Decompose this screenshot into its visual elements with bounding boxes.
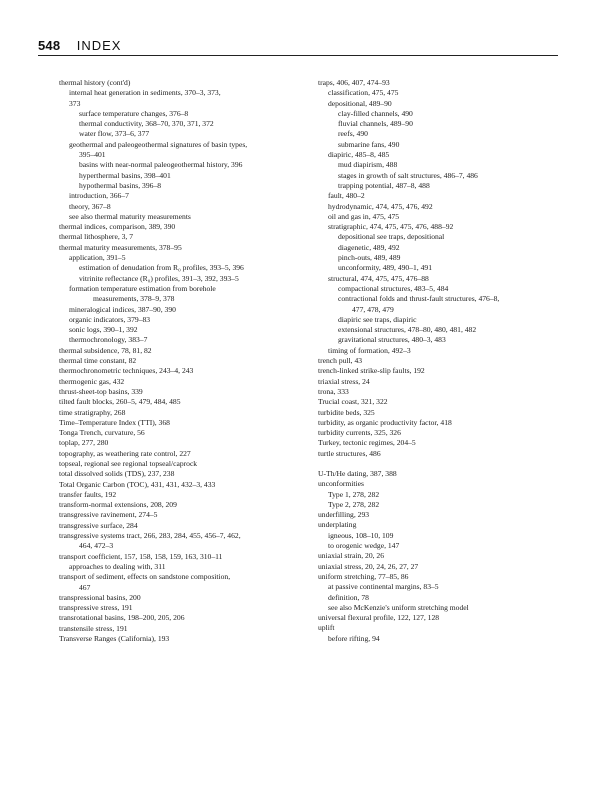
index-entry: transgressive systems tract, 266, 283, 284, 455, 456–7, 462,: [59, 531, 241, 541]
page-title: INDEX: [76, 38, 122, 53]
index-entry: thermochronometric techniques, 243–4, 243: [59, 366, 194, 376]
index-entry: formation temperature estimation from borehole: [69, 283, 216, 293]
index-entry: Type 1, 278, 282: [328, 489, 380, 499]
index-entry: depositional see traps, depositional: [338, 232, 445, 242]
index-entry: traps, 406, 407, 474–93: [318, 78, 390, 87]
index-entry: organic indicators, 379–83: [69, 314, 151, 324]
index-entry: transform-normal extensions, 208, 209: [59, 500, 177, 510]
index-entry: turbidity currents, 325, 326: [318, 428, 401, 438]
index-entry: transport coefficient, 157, 158, 158, 159, 163, 310–11: [59, 551, 223, 561]
page-number: 548: [38, 38, 61, 53]
index-entry: trona, 333: [318, 386, 349, 396]
index-entry: pinch-outs, 489, 489: [338, 253, 401, 263]
index-entry: estimation of denudation from R₀ profiles, 393–5, 396: [79, 263, 244, 273]
index-entry: diapiric see traps, diapiric: [338, 314, 417, 324]
index-entry: thermogenic gas, 432: [59, 376, 125, 386]
index-entry: theory, 367–8: [69, 201, 111, 211]
index-entry: transtensile stress, 191: [59, 623, 128, 633]
index-entry: diapiric, 485–8, 485: [328, 150, 390, 160]
index-entry: mineralogical indices, 387–90, 390: [69, 304, 176, 314]
index-entry: topography, as weathering rate control, 227: [59, 448, 191, 458]
index-entry: 477, 478, 479: [352, 304, 394, 314]
index-entry: 373: [69, 98, 81, 108]
index-entry: structural, 474, 475, 475, 476–88: [328, 273, 429, 283]
index-entry: transgressive ravinement, 274–5: [59, 510, 158, 520]
index-entry: clay-filled channels, 490: [338, 108, 413, 118]
index-entry: to orogenic wedge, 147: [328, 541, 400, 551]
index-entry: introduction, 366–7: [69, 191, 129, 201]
index-entry: Turkey, tectonic regimes, 204–5: [318, 438, 416, 448]
index-entry: U-Th/He dating, 387, 388: [318, 468, 397, 478]
index-entry: uplift: [318, 623, 335, 633]
index-entry: toplap, 277, 280: [59, 438, 109, 448]
index-entry: turtle structures, 486: [318, 448, 381, 458]
index-entry: compactional structures, 483–5, 484: [338, 283, 449, 293]
index-entry: extensional structures, 478–80, 480, 481, 482: [338, 325, 477, 335]
index-entry: transgressive surface, 284: [59, 520, 138, 530]
index-entry: thermal conductivity, 368–70, 370, 371, 372: [79, 119, 214, 129]
index-entry: Trucial coast, 321, 322: [318, 397, 388, 407]
index-entry: total dissolved solids (TDS), 237, 238: [59, 469, 175, 479]
index-entry: geothermal and paleogeothermal signatures of basin types,: [69, 139, 248, 149]
index-entry: classification, 475, 475: [328, 88, 399, 98]
index-entry: oil and gas in, 475, 475: [328, 211, 400, 221]
index-entry: thermal history (cont'd): [59, 78, 131, 87]
index-entry: uniform stretching, 77–85, 86: [318, 571, 409, 581]
index-entry: fault, 480–2: [328, 191, 365, 201]
index-entry: Total Organic Carbon (TOC), 431, 431, 432–3, 433: [59, 479, 216, 489]
index-entry: diagenetic, 489, 492: [338, 242, 400, 252]
index-entry: igneous, 108–10, 109: [328, 530, 394, 540]
header-rule: [38, 55, 558, 56]
index-entry: time stratigraphy, 268: [59, 407, 126, 417]
index-entry: universal flexural profile, 122, 127, 128: [318, 613, 440, 623]
index-entry: approaches to dealing with, 311: [69, 561, 166, 571]
index-entry: basins with near-normal paleogeothermal history, 396: [79, 160, 243, 170]
section-gap: [318, 459, 568, 469]
index-entry: triaxial stress, 24: [318, 376, 370, 386]
index-entry: uniaxial strain, 20, 26: [318, 551, 385, 561]
index-column-right: [318, 78, 568, 644]
index-entry: see also McKenzie's uniform stretching model: [328, 602, 469, 612]
index-column-left: [59, 78, 309, 644]
index-entry: topseal, regional see regional topseal/caprock: [59, 458, 198, 468]
index-entry: thermal time constant, 82: [59, 356, 137, 366]
index-entry: uniaxial stress, 20, 24, 26, 27, 27: [318, 561, 419, 571]
index-entry: tilted fault blocks, 260–5, 479, 484, 485: [59, 397, 181, 407]
index-entry: transfer faults, 192: [59, 489, 117, 499]
index-entry: sonic logs, 390–1, 392: [69, 325, 138, 335]
index-entry: see also thermal maturity measurements: [69, 211, 191, 221]
index-entry: trench pull, 43: [318, 356, 363, 366]
index-entry: timing of formation, 492–3: [328, 345, 411, 355]
index-entry: application, 391–5: [69, 253, 126, 263]
index-entry: thermal lithosphere, 3, 7: [59, 232, 134, 242]
index-entry: 467: [79, 582, 91, 592]
index-entry: trapping potential, 487–8, 488: [338, 180, 430, 190]
index-entry: trench-linked strike-slip faults, 192: [318, 366, 425, 376]
index-entry: Time–Temperature Index (TTI), 368: [59, 417, 170, 427]
index-entry: thermal indices, comparison, 389, 390: [59, 222, 176, 232]
index-entry: surface temperature changes, 376–8: [79, 108, 189, 118]
index-entry: Transverse Ranges (California), 193: [59, 634, 170, 644]
index-entry: measurements, 378–9, 378: [93, 294, 175, 304]
index-entry: depositional, 489–90: [328, 98, 392, 108]
index-entry: transpressional basins, 200: [59, 592, 141, 602]
index-entry: hypothermal basins, 396–8: [79, 180, 162, 190]
index-entry: hydrodynamic, 474, 475, 476, 492: [328, 201, 433, 211]
index-entry: thermochronology, 383–7: [69, 335, 148, 345]
index-entry: thermal maturity measurements, 378–95: [59, 242, 182, 252]
index-entry: 395–401: [79, 150, 106, 160]
index-entry: stages in growth of salt structures, 486–7, 486: [338, 170, 478, 180]
index-entry: thermal subsidence, 78, 81, 82: [59, 345, 152, 355]
index-entry: water flow, 373–6, 377: [79, 129, 150, 139]
index-entry: vitrinite reflectance (R₀) profiles, 391–3, 392, 393–5: [79, 273, 239, 283]
index-entry: turbidite beds, 325: [318, 407, 375, 417]
index-entry: Tonga Trench, curvature, 56: [59, 428, 145, 438]
index-entry: gravitational structures, 480–3, 483: [338, 335, 446, 345]
index-entry: underfilling, 293: [318, 510, 370, 520]
index-entry: fluvial channels, 489–90: [338, 119, 413, 129]
index-entry: at passive continental margins, 83–5: [328, 582, 439, 592]
index-entry: unconformities: [318, 479, 364, 489]
index-entry: thrust-sheet-top basins, 339: [59, 386, 143, 396]
index-entry: Type 2, 278, 282: [328, 499, 380, 509]
index-entry: mud diapirism, 488: [338, 160, 398, 170]
index-entry: transport of sediment, effects on sandstone composition,: [59, 572, 231, 582]
index-entry: hyperthermal basins, 398–401: [79, 170, 171, 180]
index-entry: before rifting, 94: [328, 633, 380, 643]
index-entry: contractional folds and thrust-fault structures, 476–8,: [338, 294, 500, 304]
index-entry: submarine fans, 490: [338, 139, 400, 149]
index-entry: turbidity, as organic productivity factor, 418: [318, 417, 452, 427]
index-entry: reefs, 490: [338, 129, 368, 139]
index-entry: 464, 472–3: [79, 541, 114, 551]
index-entry: stratigraphic, 474, 475, 475, 476, 488–92: [328, 222, 454, 232]
index-entry: transpressive stress, 191: [59, 603, 133, 613]
index-entry: transrotational basins, 198–200, 205, 206: [59, 613, 185, 623]
index-entry: definition, 78: [328, 592, 369, 602]
index-entry: internal heat generation in sediments, 370–3, 373,: [69, 88, 221, 98]
index-entry: underplating: [318, 520, 357, 530]
index-entry: unconformity, 489, 490–1, 491: [338, 263, 432, 273]
